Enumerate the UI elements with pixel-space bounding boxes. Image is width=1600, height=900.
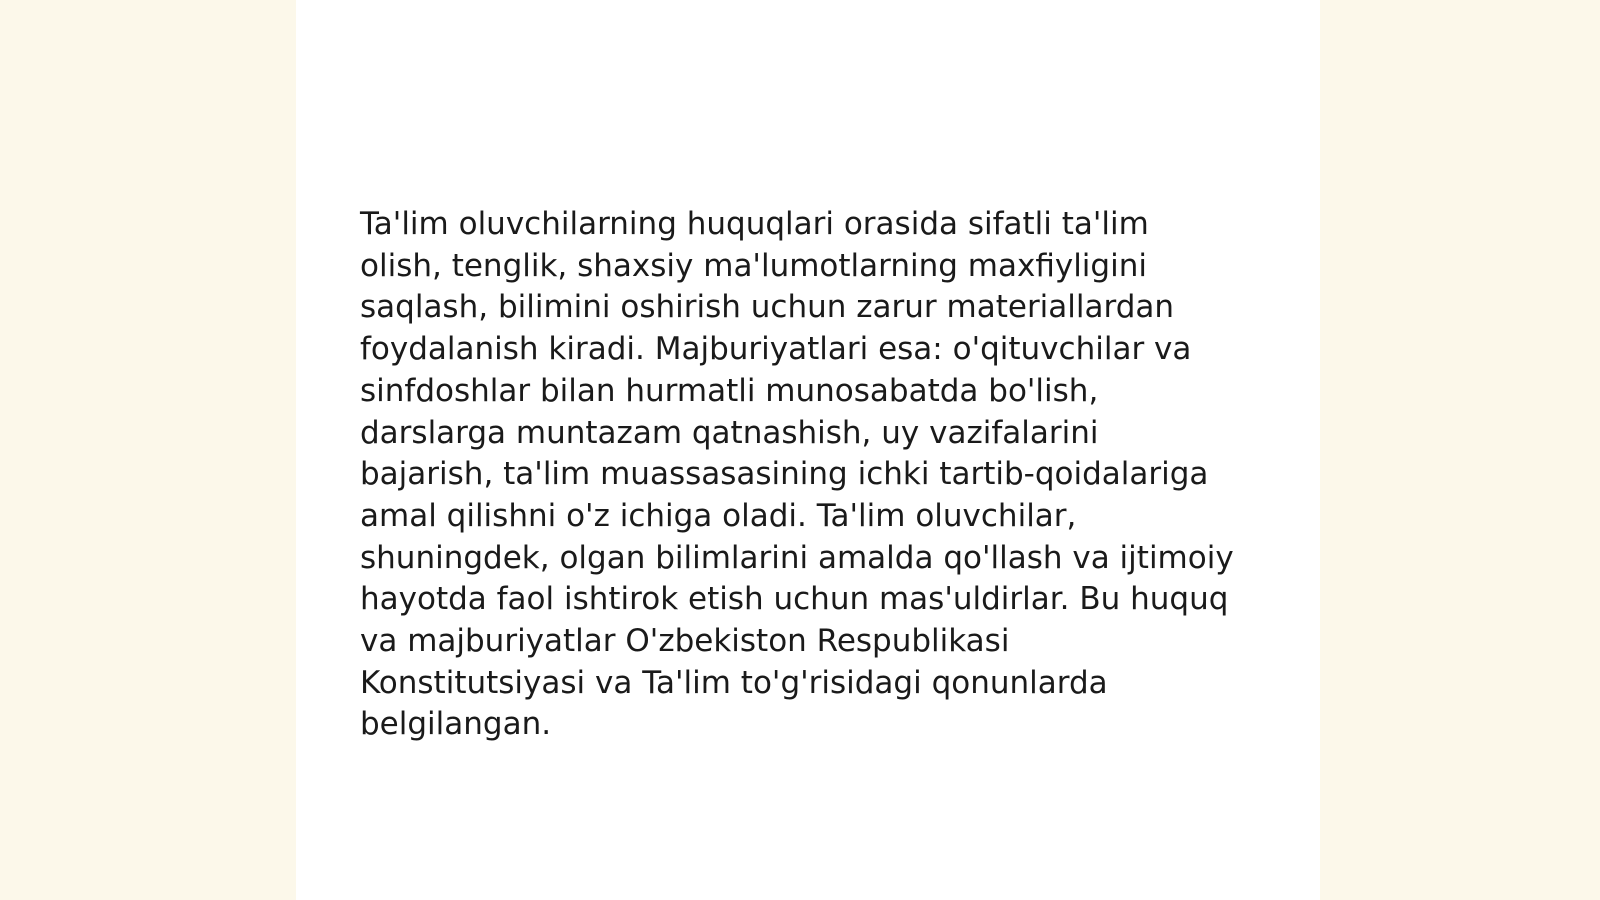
body-paragraph: Ta'lim oluvchilarning huquqlari orasida sifatli ta'lim olish, tenglik, shaxsiy ma'lumotlarning maxfiyligini saqlash, bilimini oshirish uchun zarur materiallardan foydalanish kiradi. Majburiyatlari esa: o'qituvchilar va sinfdoshlar bilan hurmatli munosabatda bo'lish, darslarga muntazam qatnashish, uy vazifalarini bajarish, ta'lim muassasasining ichki tartib-qoidalariga amal qilishni o'z ichiga oladi. Ta'lim oluvchilar, shuningdek, olgan bilimlarini amalda qo'llash va ijtimoiy hayotda faol ishtirok etish uchun mas'uldirlar. Bu huquq va majburiyatlar O'zbekiston Respublikasi Konstitutsiyasi va Ta'lim to'g'risidagi qonunlarda belgilangan. [360, 206, 1234, 743]
document-page [296, 0, 1320, 900]
